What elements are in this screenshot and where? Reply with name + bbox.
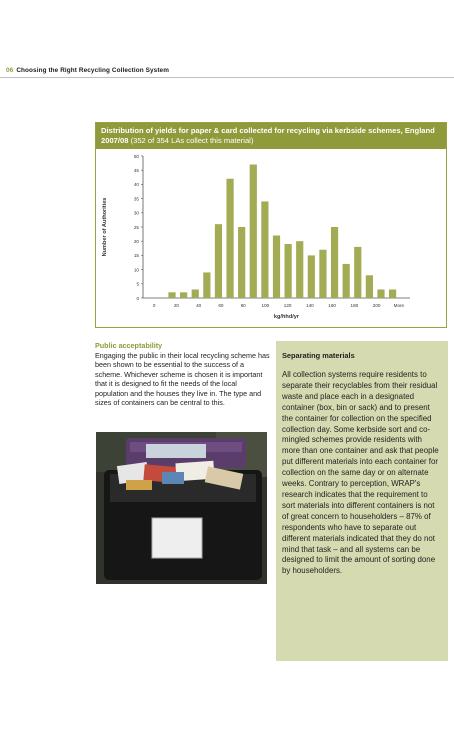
figure-subtitle: (352 of 354 LAs collect this material): [130, 136, 254, 145]
y-tick-label: 35: [133, 196, 139, 202]
y-tick-label: 10: [133, 267, 139, 273]
bar-130: [296, 241, 303, 298]
bar-20: [168, 292, 175, 298]
yield-distribution-figure: [95, 122, 447, 328]
bar-60: [215, 224, 222, 298]
header-divider: [0, 77, 454, 78]
y-tick-label: 15: [133, 253, 139, 259]
x-tick-label: 0: [152, 303, 156, 308]
x-tick-label: 40: [196, 303, 202, 308]
x-tick-label: 160: [328, 303, 336, 308]
page-header: [6, 67, 169, 74]
y-tick-label: 45: [133, 168, 139, 173]
bar-170: [343, 264, 350, 298]
separating-materials-heading: Separating materials: [282, 351, 355, 360]
bar-140: [308, 255, 315, 298]
y-tick-label: 50: [133, 153, 139, 159]
bar-30: [180, 292, 187, 298]
y-tick-label: 0: [136, 295, 139, 301]
x-tick-label: 140: [306, 303, 314, 308]
x-tick-label: 180: [350, 303, 359, 308]
x-axis-label: kg/hhd/yr: [273, 314, 300, 320]
figure-title: Distribution of yields for paper & card collected for recycling via kerbside schemes, England 2007/08: [101, 126, 435, 145]
x-tick-label: 80: [240, 303, 246, 308]
bar-120: [285, 244, 292, 298]
separating-materials-text: All collection systems require residents to separate their recyclables from their residual waste and place each in a designated container (box, bin or sack) and to present the container for collection on the specified collection day. Some kerbside sort and co-mingled schemes provide residents with more than one container and ask that people put different materials into each container for collection on the same day or on alternate weeks. Contrary to perception, WRAP's research indicates that the requirement to sort materials into different containers is not of great concern to householders – 87% of respondents who have to separate out different materials indicated that they do not mind that task – and all systems can be designed to limit the amount of sorting done by householders.: [282, 370, 439, 576]
publication-title: Choosing the Right Recycling Collection System: [16, 67, 169, 74]
public-acceptability-text: Engaging the public in their local recycling scheme has been shown to be essential to the success of a scheme. Whichever scheme is chosen it is important that it is designed to fit the needs of the local population and the houses they live in. The type and sizes of containers can be central to this.: [95, 351, 270, 408]
page-number: 06: [6, 67, 14, 74]
y-tick-label: 5: [136, 281, 139, 287]
bar-110: [273, 236, 280, 298]
bar-100: [261, 201, 268, 298]
bar-210: [389, 289, 396, 298]
separating-materials-panel: [276, 341, 448, 661]
bar-40: [192, 289, 199, 298]
bar-160: [331, 227, 338, 298]
bar-70: [226, 179, 233, 298]
bar-150: [319, 250, 326, 298]
x-tick-label: 120: [283, 303, 292, 308]
y-tick-label: 25: [133, 224, 139, 230]
y-axis-label: Number of Authorities: [102, 197, 108, 257]
figure-title-bar: [96, 123, 446, 149]
x-tick-label: 200: [372, 303, 381, 308]
y-tick-label: 20: [133, 239, 139, 244]
x-tick-label: 100: [261, 303, 270, 308]
x-tick-label: 60: [218, 303, 224, 308]
bar-200: [377, 289, 384, 298]
bar-chart: [96, 149, 446, 327]
x-tick-label: 20: [173, 303, 179, 308]
public-acceptability-heading: Public acceptability: [95, 341, 163, 350]
y-tick-label: 30: [133, 210, 139, 216]
y-tick-label: 40: [133, 182, 139, 188]
x-tick-label: More: [393, 303, 405, 308]
bar-80: [238, 227, 245, 298]
recycling-boxes-photo: [96, 432, 267, 584]
bar-190: [366, 275, 373, 298]
bar-50: [203, 272, 210, 298]
bar-90: [250, 165, 257, 298]
recycling-boxes-illustration: [96, 432, 267, 584]
bar-180: [354, 247, 361, 298]
